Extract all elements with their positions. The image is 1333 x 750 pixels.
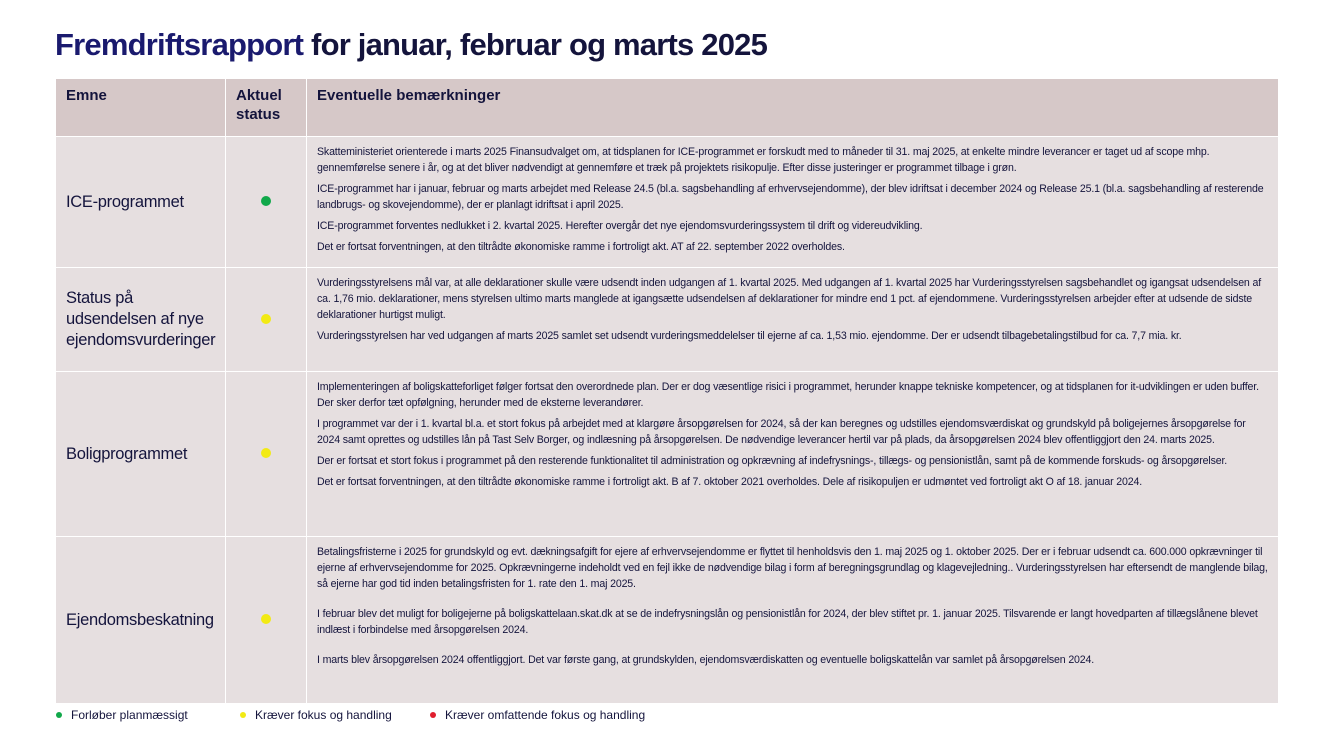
legend-label: Forløber planmæssigt xyxy=(71,708,188,722)
row-status xyxy=(226,372,307,537)
legend-label: Kræver omfattende fokus og handling xyxy=(445,708,646,722)
legend-green-dot xyxy=(56,712,62,718)
row-status xyxy=(226,537,307,704)
progress-table xyxy=(55,78,1279,704)
row-topic: ICE-programmet xyxy=(56,137,226,268)
row-remarks xyxy=(307,137,1279,268)
legend-item-red xyxy=(430,708,645,722)
remark-paragraph: Det er fortsat forventningen, at den tiltrådte økonomiske ramme i fortroligt akt. AT af 22. september 2022 overholdes. xyxy=(317,241,845,253)
remark-paragraph: Betalingsfristerne i 2025 for grundskyld og evt. dækningsafgift for ejere af erhvervsejendomme er flyttet til henholdsvis den 1. maj 2025 og 1. oktober 2025. Der er i februar udsendt ca. 600.000 opkrævninger til ejerne af erhvervsejendomme for 2025. Opkrævningerne indeholdt ved en fejl ikke de nødvendige bilag i form af beregningsgrundlag og klagevejledning.. Vurderingsstyrelsen har eftersendt de manglende bilag, så ejerne har god tid inden betalingsfristen for 1. rate den 1. maj 2025. xyxy=(317,546,1268,590)
status-legend xyxy=(56,708,645,722)
row-remarks xyxy=(307,537,1279,704)
remark-paragraph: Der er fortsat et stort fokus i programmet på den resterende funktionalitet til administration og opkrævning af indefrysnings-, tillægs- og pensionistlån, samt på de kommende forskuds- og årsopgørelser. xyxy=(317,455,1228,467)
table-header-row xyxy=(56,79,1279,137)
status-dot xyxy=(261,614,271,624)
legend-item-green xyxy=(56,708,240,722)
legend-item-yellow xyxy=(240,708,430,722)
remark-paragraph: Vurderingsstyrelsen har ved udgangen af marts 2025 samlet set udsendt vurderingsmeddelelser til ejerne af ca. 1,53 mio. ejendomme. Der er udsendt tilbagebetalingstilbud for ca. 7,7 mia. kr. xyxy=(317,330,1182,342)
row-remarks xyxy=(307,372,1279,537)
header-remarks: Eventuelle bemærkninger xyxy=(307,79,1279,137)
table-row xyxy=(56,372,1279,537)
status-dot xyxy=(261,448,271,458)
row-topic: Status på udsendelsen af nye ejendomsvurderinger xyxy=(56,268,226,372)
remark-paragraph: Vurderingsstyrelsens mål var, at alle deklarationer skulle være udsendt inden udgangen af 1. kvartal 2025. Med udgangen af 1. kvartal 2025 har Vurderingsstyrelsen sagsbehandlet og igangsat udsendelsen af ca. 1,76 mio. deklarationer, mens styrelsen ultimo marts manglede at igangsætte udsendelsen af deklarationer for mindre end 1 pct. af ejendommene. Vurderingsstyrelsen arbejder efter at udsende de sidste deklarationer hurtigst muligt. xyxy=(317,277,1262,321)
title-rest: for januar, februar og marts 2025 xyxy=(311,27,768,62)
status-dot xyxy=(261,314,271,324)
header-topic: Emne xyxy=(56,79,226,137)
status-dot xyxy=(261,196,271,206)
remark-paragraph: Implementeringen af boligskatteforliget følger fortsat den overordnede plan. Der er dog væsentlige risici i programmet, herunder knappe tekniske kompetencer, og at tidsplanen for it-udviklingen er uden buffer. Der sker derfor tæt opfølgning, herunder med de eksterne leverandører. xyxy=(317,381,1259,409)
table-row xyxy=(56,537,1279,704)
legend-label: Kræver fokus og handling xyxy=(255,708,392,722)
row-remarks xyxy=(307,268,1279,372)
header-status: Aktuel status xyxy=(226,79,307,137)
remark-paragraph: Skatteministeriet orienterede i marts 2025 Finansudvalget om, at tidsplanen for ICE-programmet er forskudt med to måneder til 31. maj 2025, at enkelte mindre leverancer er taget ud af scope mhp. gennemførelse senere i år, og at det bliver nødvendigt at gennemføre et træk på projektets risikopulje. Efter disse justeringer er programmet tilbage i grøn. xyxy=(317,146,1210,174)
remark-paragraph: I marts blev årsopgørelsen 2024 offentliggjort. Det var første gang, at grundskylden, ejendomsværdiskatten og eventuelle boligskattelån var samlet på årsopgørelsen 2024. xyxy=(317,654,1095,666)
remark-paragraph: Det er fortsat forventningen, at den tiltrådte økonomiske ramme i fortroligt akt. B af 7. oktober 2021 overholdes. Dele af risikopuljen er udmøntet ved fortroligt akt O af 18. januar 2024. xyxy=(317,476,1143,488)
remark-paragraph: I programmet var der i 1. kvartal bl.a. et stort fokus på arbejdet med at klargøre årsopgørelsen for 2024, så der kan beregnes og udstilles ejendomsværdiskat og grundskyld på boligejernes årsopgørelse for 2024 samt oprettes og udstilles lån på Tast Selv Borger, og indlæsning på årsopgørelsen. De nødvendige leverancer hertil var på plads, da årsopgørelsen 2024 blev offentliggjort den 24. marts 2025. xyxy=(317,418,1246,446)
row-topic: Ejendomsbeskatning xyxy=(56,537,226,704)
title-first-word: Fremdriftsrapport xyxy=(55,27,304,62)
legend-yellow-dot xyxy=(240,712,246,718)
legend-red-dot xyxy=(430,712,436,718)
table-row xyxy=(56,268,1279,372)
table-row xyxy=(56,137,1279,268)
page-title xyxy=(55,27,767,63)
row-status xyxy=(226,137,307,268)
row-topic: Boligprogrammet xyxy=(56,372,226,537)
remark-paragraph: ICE-programmet har i januar, februar og marts arbejdet med Release 24.5 (bl.a. sagsbehandling af erhvervsejendomme), der blev idriftsat i december 2024 og Release 25.1 (bl.a. sagsbehandling af resterende landbrugs- og skovejendomme), der er planlagt idriftsat i april 2025. xyxy=(317,183,1264,211)
row-status xyxy=(226,268,307,372)
remark-paragraph: ICE-programmet forventes nedlukket i 2. kvartal 2025. Herefter overgår det nye ejendomsvurderingssystem til drift og videreudvikling. xyxy=(317,220,923,232)
remark-paragraph: I februar blev det muligt for boligejerne på boligskattelaan.skat.dk at se de indefrysningslån og pensionistlån for 2024, der blev stiftet pr. 1. januar 2025. Tilsvarende er langt hovedparten af tillægslånene blevet indlæst i forbindelse med årsopgørelsen 2024. xyxy=(317,608,1258,636)
